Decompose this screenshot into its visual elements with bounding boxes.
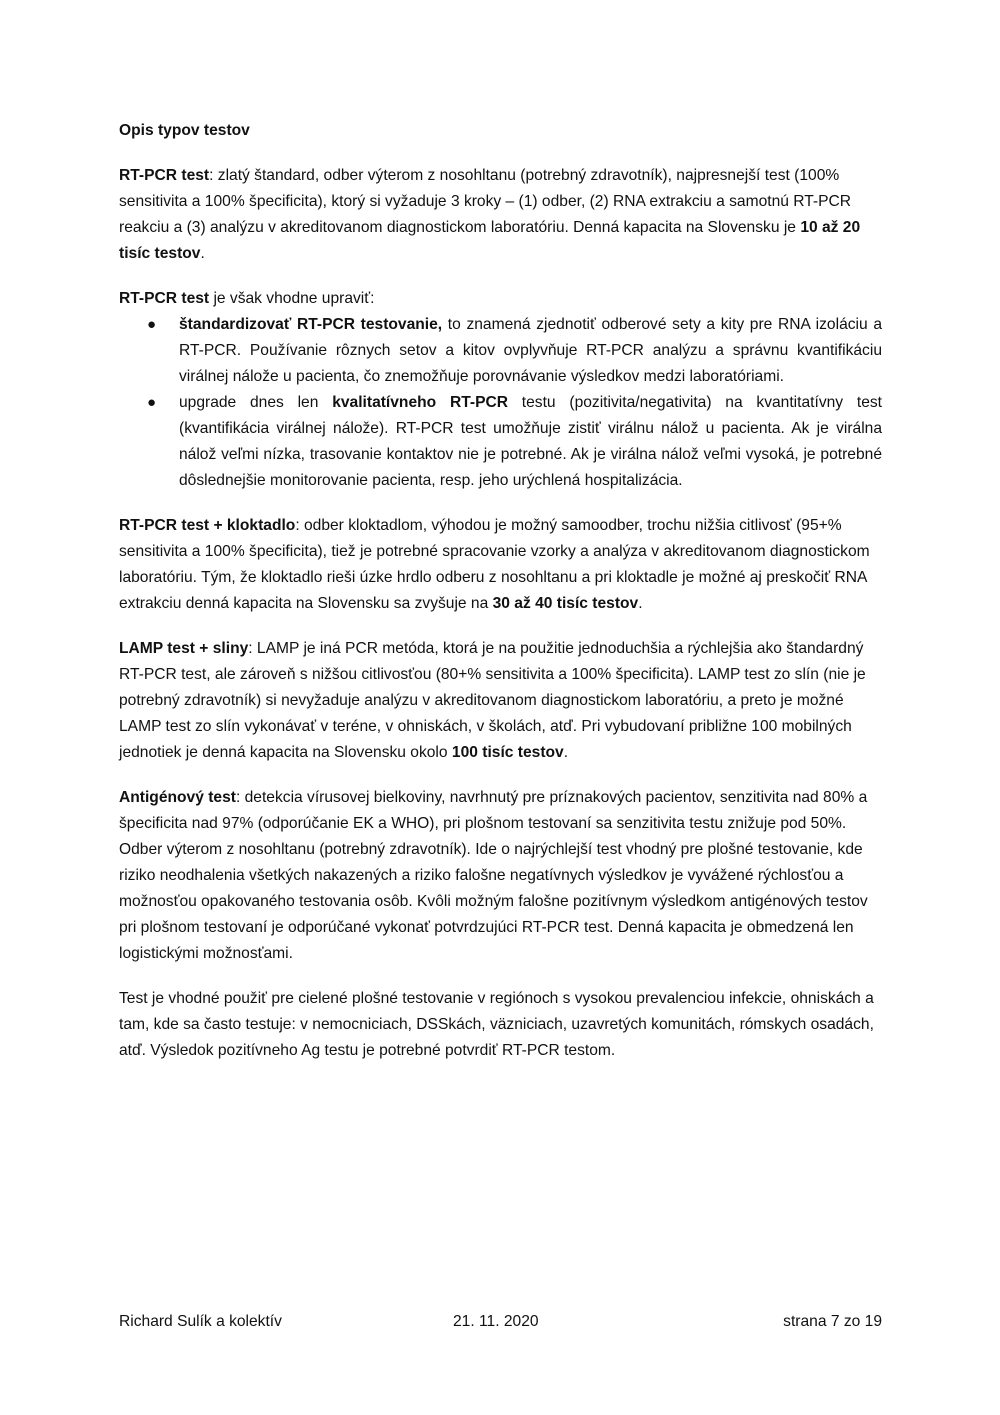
paragraph-kloktadlo-end: .: [638, 595, 643, 612]
paragraph-kloktadlo-text: : odber kloktadlom, výhodou je možný samoodber, trochu nižšia citlivosť (95+% sensitivita a 100% špecificita), tiež je potrebné spracovanie vzorky a analýza v akreditovanom diagnostickom laboratóriu. Tým, že kloktadlo rieši úzke hrdlo odberu z nosohltanu a pri kloktadle je možné aj preskočiť RNA extrakciu denná kapacita na Slovensku sa zvyšuje na: [119, 517, 870, 612]
list-item-bold: štandardizovať RT-PCR testovanie,: [179, 316, 443, 333]
list-item-text: testu (pozitivita/negativita) na kvantitatívny test (kvantifikácia virálnej nálože). RT-PCR test umožňuje zistiť virálnu nálož u pacienta. Ak je virálna nálož veľmi nízka, trasovanie kontaktov nie je potrebné. Ak je virálna nálož veľmi vysoká, je potrebné dôslednejšie monitorovanie pacienta, resp. jeho urýchlená hospitalizácia.: [179, 394, 882, 489]
paragraph-kloktadlo: [119, 513, 882, 617]
list-item: [119, 312, 882, 390]
list-item-bold: kvalitatívneho RT-PCR: [332, 394, 509, 411]
paragraph-rt-pcr-text: : zlatý štandard, odber výterom z nosohltanu (potrebný zdravotník), najpresnejší test (100% sensitivita a 100% špecificita), ktorý si vyžaduje 3 kroky – (1) odber, (2) RNA extrakciu a samotnú RT-PCR reakciu a (3) analýzu v akreditovanom diagnostickom laboratóriu. Denná kapacita na Slovensku je: [119, 167, 852, 236]
capacity-lamp: 100 tisíc testov: [451, 744, 564, 761]
term-antigen: Antigénový test: [119, 789, 236, 806]
term-lamp: LAMP test + sliny: [119, 640, 249, 657]
footer-date: 21. 11. 2020: [453, 1313, 539, 1330]
term-rt-pcr: RT-PCR test: [119, 167, 210, 184]
term-rt-pcr-upgrade: RT-PCR test: [119, 290, 210, 307]
bullet-icon: ●: [147, 316, 157, 333]
list-item-pre: upgrade dnes len: [179, 394, 333, 411]
paragraph-lamp-text: : LAMP je iná PCR metóda, ktorá je na použitie jednoduchšia a rýchlejšia ako štandardný RT-PCR test, ale zároveň s nižšou citlivosťou (80+% sensitivita a 100% špecificita). LAMP test zo slín (nie je potrebný zdravotník) si nevyžaduje analýzu v akreditovanom diagnostickom laboratóriu, a preto je možné LAMP test zo slín vykonávať v teréne, v ohniskách, v školách, atď. Pri vybudovaní približne 100 mobilných jednotiek je denná kapacita na Slovensku okolo: [119, 640, 866, 761]
footer-author: Richard Sulík a kolektív: [119, 1313, 282, 1330]
paragraph-rt-pcr-upgrade-text: je však vhodne upraviť:: [209, 290, 375, 307]
term-kloktadlo: RT-PCR test + kloktadlo: [119, 517, 296, 534]
document-body: [119, 118, 882, 1083]
capacity-kloktadlo: 30 až 40 tisíc testov: [492, 595, 639, 612]
paragraph-usage: Test je vhodné použiť pre cielené plošné testovanie v regiónoch s vysokou prevalenciou infekcie, ohniskách a tam, kde sa často testuje: v nemocniciach, DSSkách, väzniciach, uzavretých komunitách, rómskych osadách, atď. Výsledok pozitívneho Ag testu je potrebné potvrdiť RT-PCR testom.: [119, 990, 874, 1059]
bullet-icon: ●: [147, 394, 157, 411]
paragraph-rt-pcr-upgrade: [119, 286, 882, 312]
capacity-rt-pcr: 10 až 20 tisíc testov: [119, 219, 861, 262]
paragraph-lamp: [119, 636, 882, 766]
section-heading: Opis typov testov: [119, 122, 250, 139]
list-item: [119, 390, 882, 494]
paragraph-antigen-text: : detekcia vírusovej bielkoviny, navrhnutý pre príznakových pacientov, senzitivita nad 80% a špecificita nad 97% (odporúčanie EK a WHO), pri plošnom testovaní sa senzitivita testu znižuje pod 50%. Odber výterom z nosohltanu (potrebný zdravotník). Ide o najrýchlejší test vhodný pre plošné testovanie, kde riziko neodhalenia všetkých nakazených a riziko falošne negatívnych výsledkov je vyvážené rýchlosťou a možnosťou opakovaného testovania osôb. Kvôli možným falošne pozitívnym výsledkom antigénových testov pri plošnom testovaní je odporúčané vykonať potvrdzujúci RT-PCR test. Denná kapacita je obmedzená len logistickými možnosťami.: [119, 789, 868, 962]
list-item-text: to znamená zjednotiť odberové sety a kity pre RNA izoláciu a RT-PCR. Používanie rôznych setov a kitov ovplyvňuje RT-PCR analýzu a správnu kvantifikáciu virálnej nálože u pacienta, čo znemožňuje porovnávanie výsledkov medzi laboratóriami.: [179, 316, 883, 385]
bullet-list: [119, 312, 882, 494]
footer-page-number: strana 7 zo 19: [783, 1313, 882, 1330]
paragraph-lamp-end: .: [563, 744, 569, 761]
paragraph-antigen: [119, 785, 882, 967]
paragraph-rt-pcr-end: .: [200, 245, 205, 262]
paragraph-rt-pcr: [119, 163, 882, 267]
